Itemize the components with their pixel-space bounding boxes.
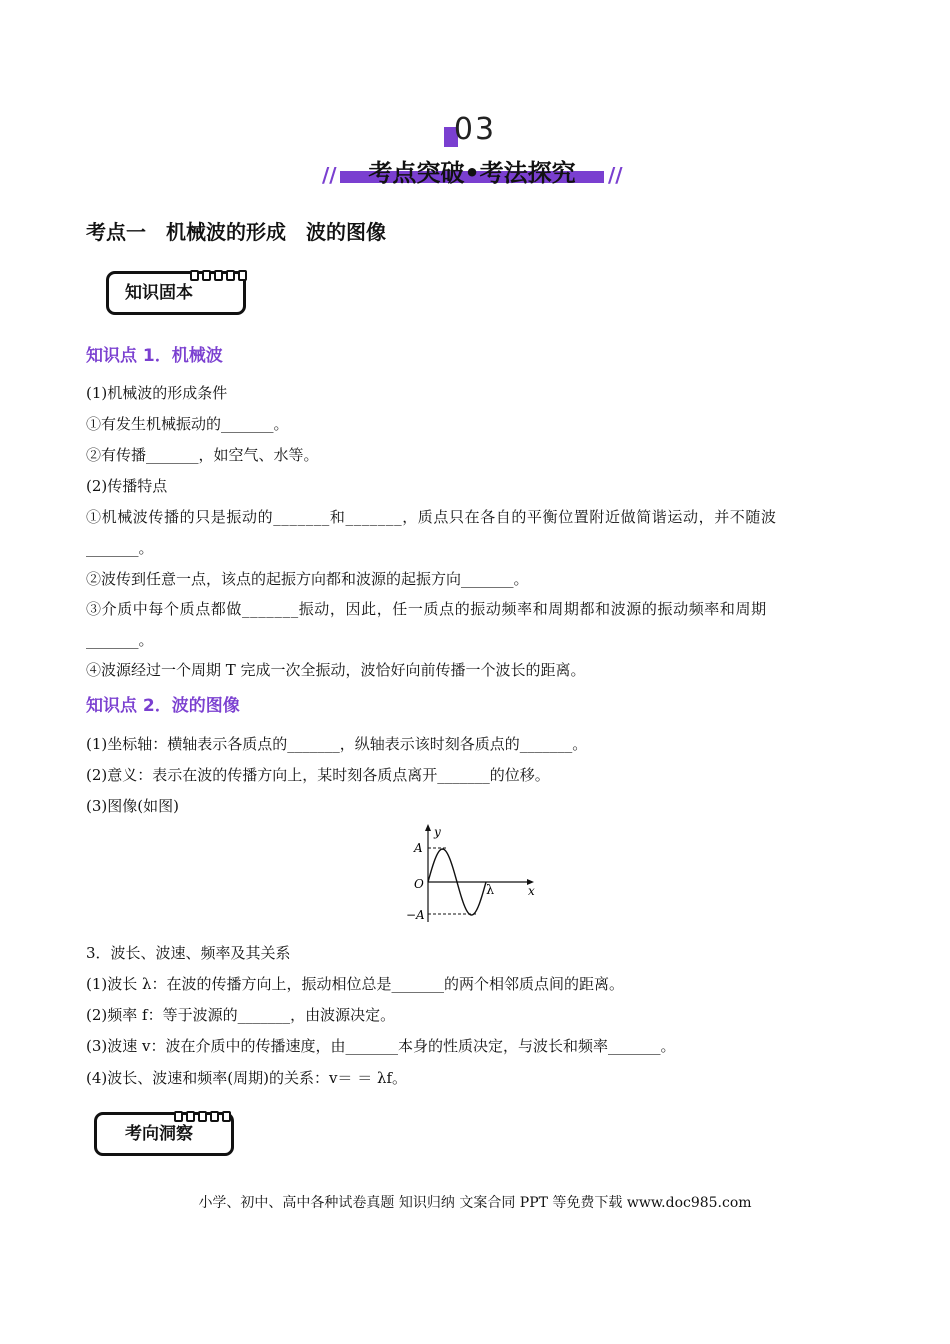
banner-slash-right: // — [608, 163, 623, 187]
tag-exam-direction-label: 考向洞察 — [125, 1124, 193, 1144]
kp2-line: (3)图像(如图) — [86, 797, 179, 815]
kp3-line: (3)波速 v：波在介质中的传播速度，由_______本身的性质决定，与波长和频率_______。 — [86, 1037, 676, 1055]
kp3-line: (2)频率 f：等于波源的_______，由波源决定。 — [86, 1006, 396, 1024]
kp1-line: ②有传播_______，如空气、水等。 — [86, 446, 319, 464]
kp3-line: (1)波长 λ：在波的传播方向上，振动相位总是_______的两个相邻质点间的距离。 — [86, 975, 625, 993]
x-label: x — [528, 884, 535, 898]
binder-rings-icon — [174, 1107, 234, 1115]
kp3-line: 3．波长、波速、频率及其关系 — [86, 944, 291, 962]
binder-rings-icon — [190, 266, 250, 274]
section-banner — [340, 153, 604, 187]
page-footer: 小学、初中、高中各种试卷真题 知识归纳 文案合同 PPT 等免费下载 www.doc985.com — [198, 1195, 752, 1211]
y-label: y — [434, 825, 441, 839]
lambda-label: λ — [486, 883, 495, 898]
tag-knowledge — [106, 271, 246, 315]
kp1-line: _______。 — [86, 539, 154, 557]
kp1-title: 知识点 1．机械波 — [86, 346, 223, 366]
kp1-line: ②波传到任意一点，该点的起振方向都和波源的起振方向_______。 — [86, 570, 529, 588]
kp1-line: (1)机械波的形成条件 — [86, 384, 228, 402]
topic-heading: 考点一 机械波的形成 波的图像 — [86, 220, 386, 244]
section-number: 03 — [453, 112, 497, 147]
wave-graph — [400, 822, 550, 928]
kp1-line: _______。 — [86, 631, 154, 649]
y-axis-arrow-icon — [425, 824, 431, 831]
kp1-line: ①机械波传播的只是振动的_______和_______，质点只在各自的平衡位置附近做简谐运动，并不随波 — [86, 508, 777, 526]
banner-slash-left: // — [322, 163, 337, 187]
kp1-line: ③介质中每个质点都做_______振动，因此，任一质点的振动频率和周期都和波源的振动频率和周期 — [86, 600, 767, 618]
kp2-title: 知识点 2．波的图像 — [86, 696, 240, 716]
banner-title: 考点突破•考法探究 — [368, 159, 576, 187]
kp3-line: (4)波长、波速和频率(周期)的关系：v＝ ＝ λf。 — [86, 1069, 408, 1087]
kp2-line: (1)坐标轴：横轴表示各质点的_______，纵轴表示该时刻各质点的_______。 — [86, 735, 588, 753]
kp1-line: (2)传播特点 — [86, 477, 168, 495]
kp2-line: (2)意义：表示在波的传播方向上，某时刻各质点离开_______的位移。 — [86, 766, 550, 784]
origin-label: O — [414, 877, 424, 891]
amp-label: A — [414, 841, 423, 855]
tag-knowledge-label: 知识固本 — [125, 283, 193, 303]
kp1-line: ④波源经过一个周期 T 完成一次全振动，波恰好向前传播一个波长的距离。 — [86, 661, 586, 679]
kp1-line: ①有发生机械振动的_______。 — [86, 415, 289, 433]
neg-amp-label: −A — [406, 908, 425, 922]
